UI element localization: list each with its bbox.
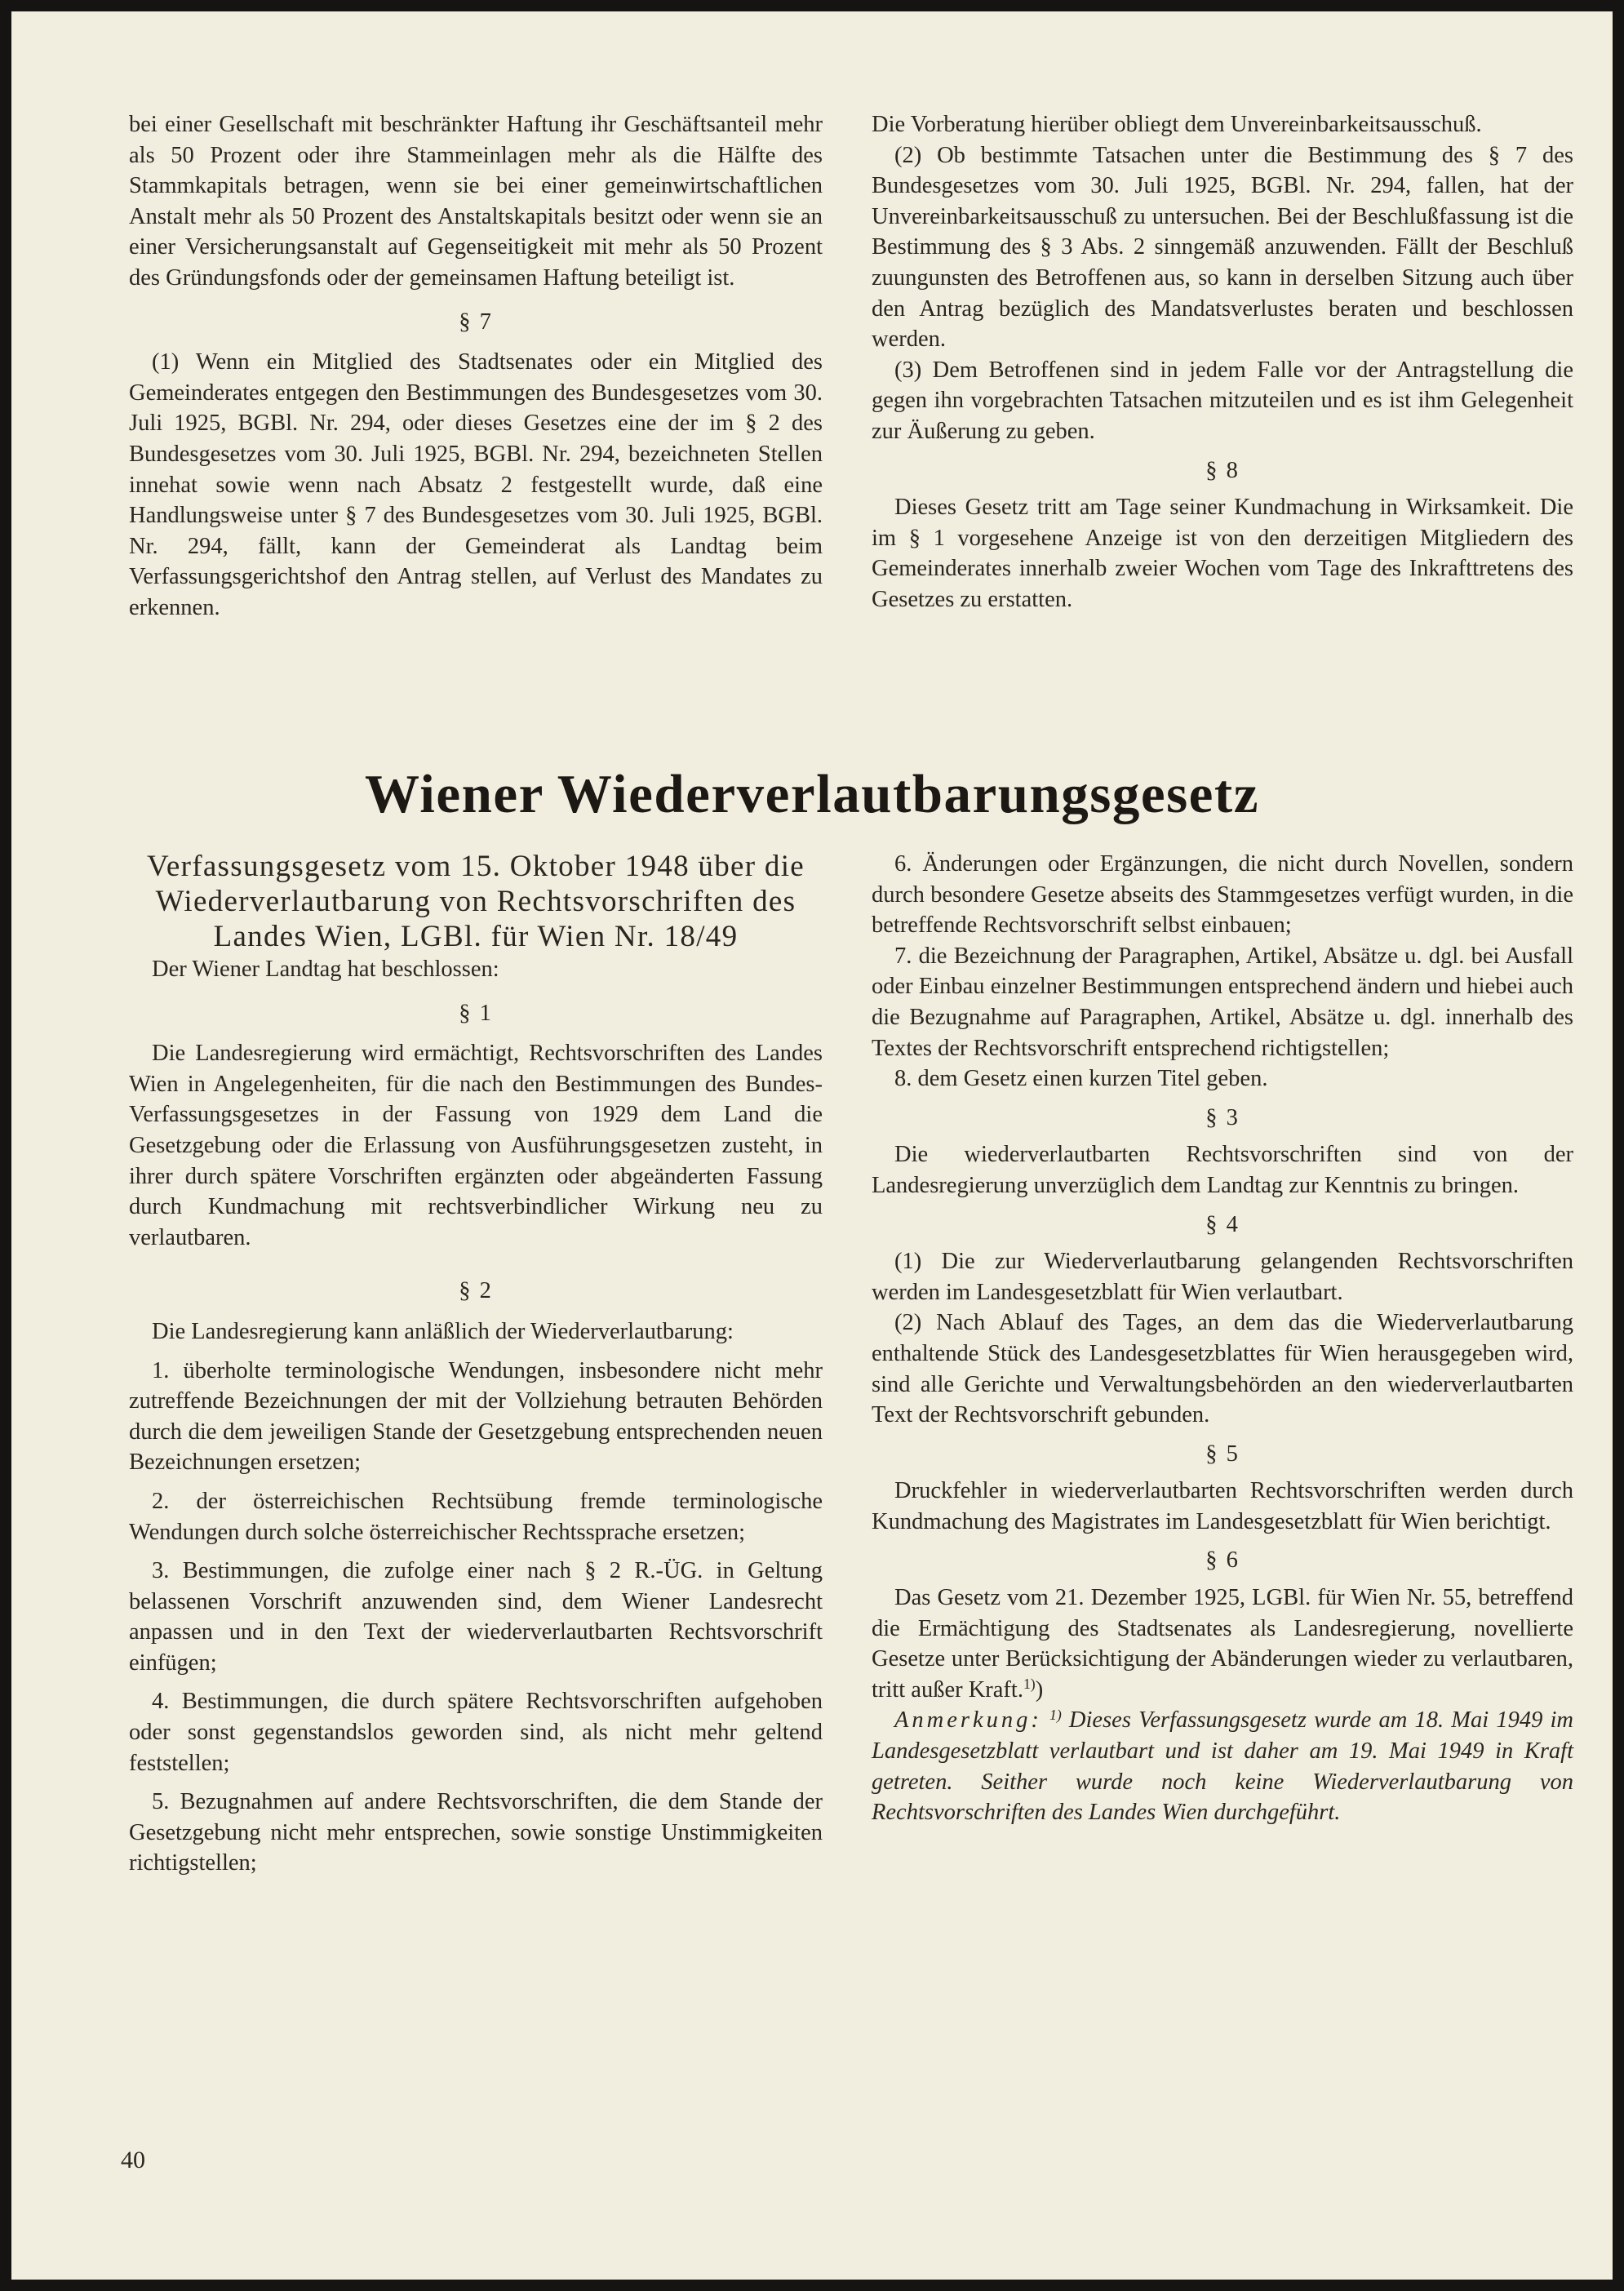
paragraph-number: (1) [894, 1249, 922, 1275]
section-4-paragraph-2 [872, 1308, 1573, 1430]
section-8-heading: § 8 [1205, 457, 1240, 483]
section-3-text: Die wiederverlautbarten Rechtsvorschriften sind von der Landesregierung unverzüglich dem Landtag zur Kenntnis zu bringen. [872, 1142, 1573, 1198]
section-4-paragraph-1 [872, 1246, 1573, 1308]
top-left-column [129, 109, 823, 624]
law-title: Wiener Wiederverlautbarungsgesetz [365, 764, 1259, 824]
paragraph-text: Die zur Wiederverlautbarung gelangenden Rechtsvorschriften werden im Landesgesetzblatt für Wien verlautbart. [872, 1249, 1573, 1305]
section-5-heading: § 5 [1205, 1441, 1240, 1467]
section-7-paragraph-3 [872, 355, 1573, 447]
section-2-intro: Die Landesregierung kann anläßlich der Wiederverlautbarung: [152, 1318, 734, 1344]
paragraph-text: Nach Ablauf des Tages, an dem das die Wiederverlautbarung enthaltende Stück des Landesgesetzblattes für Wien herausgegeben wird, sind alle Gerichte und Verwaltungsbehörden an den wiederverlautbarten Text der Rechtsvorschrift gebunden. [872, 1310, 1573, 1428]
section-6-body: Das Gesetz vom 21. Dezember 1925, LGBl. für Wien Nr. 55, betreffend die Ermächtigung des Stadtsenates als Landesregierung, novellierte Gesetze unter Berücksichtigung der Abänderungen wieder zu verlautbaren, tritt außer Kraft. [872, 1585, 1573, 1703]
page-number: 40 [121, 2147, 145, 2173]
top-right-carryover: Die Vorberatung hierüber obliegt dem Unvereinbarkeitsausschuß. [872, 112, 1482, 137]
section-2-item: 4. Bestimmungen, die durch spätere Rechtsvorschriften aufgehoben oder sonst gegenstandslos geworden sind, als nicht mehr geltend feststellen; [129, 1689, 823, 1776]
section-2-heading: § 2 [459, 1278, 493, 1304]
paragraph-number: (3) [894, 357, 922, 383]
paragraph-number: (2) [894, 1310, 922, 1336]
section-2-item: 7. die Bezeichnung der Paragraphen, Artikel, Absätze u. dgl. bei Ausfall oder Einbau einzelner Bestimmungen entsprechend ändern und hiebei auch die Bezugnahme auf Paragraphen, Artikel, Absätze u. dgl. innerhalb des Textes der Rechtsvorschrift entsprechend richtigstellen; [872, 943, 1573, 1061]
section-2-item: 3. Bestimmungen, die zufolge einer nach § 2 R.-ÜG. in Geltung belassenen Vorschrift anzuwenden sind, dem Wiener Landesrecht anpassen und in den Text der wiederverlautbarten Rechtsvorschrift einfügen; [129, 1558, 823, 1676]
section-2-item: 5. Bezugnahmen auf andere Rechtsvorschriften, die dem Stande der Gesetzgebung nicht mehr entsprechen, sowie sonstige Unstimmigkeiten richtigstellen; [129, 1789, 823, 1876]
section-5-text: Druckfehler in wiederverlautbarten Rechtsvorschriften werden durch Kundmachung des Magistrates im Landesgesetzblatt für Wien berichtigt. [872, 1478, 1573, 1534]
section-2-item: 8. dem Gesetz einen kurzen Titel geben. [894, 1066, 1268, 1092]
section-2-item: 1. überholte terminologische Wendungen, insbesondere nicht mehr zutreffende Bezeichnungen der mit der Vollziehung betrauten Behörden durch die dem jeweiligen Stande der Gesetzgebung entsprechenden neuen Bezeichnungen ersetzen; [129, 1357, 823, 1476]
section-2-item: 2. der österreichischen Rechtsübung fremde terminologische Wendungen durch solche österreichischer Rechtssprache ersetzen; [129, 1488, 823, 1545]
annotation-label: Anmerkung: [894, 1707, 1042, 1734]
section-1-heading: § 1 [459, 1000, 493, 1026]
enactment-clause: Der Wiener Landtag hat beschlossen: [152, 957, 499, 982]
paragraph-text: Ob bestimmte Tatsachen unter die Bestimmung des § 7 des Bundesgesetzes vom 30. Juli 1925, BGBl. Nr. 294, fallen, hat der Unvereinbarkeitsausschuß zu untersuchen. Bei der Beschlußfassung ist die Bestimmung des § 3 Abs. 2 sinngemäß anzuwenden. Fällt der Beschluß zuungunsten des Betroffenen aus, so kann in derselben Sitzung auch über den Antrag bezüglich des Mandatsverlustes beraten und beschlossen werden. [872, 142, 1573, 353]
paragraph-text: Wenn ein Mitglied des Stadtsenates oder ein Mitglied des Gemeinderates entgegen den Bestimmungen des Bundesgesetzes vom 30. Juli 1925, BGBl. Nr. 294, oder dieses Gesetzes eine der im § 2 des Bundesgesetzes vom 30. Juli 1925, BGBl. Nr. 294, bezeichneten Stellen innehat sowie wenn nach Absatz 2 festgestellt wurde, daß eine Handlungsweise unter § 7 des Bundesgesetzes vom 30. Juli 1925, BGBl. Nr. 294, fällt, kann der Gemeinderat als Landtag beim Verfassungsgerichtshof den Antrag stellen, auf Verlust des Mandates zu erkennen. [129, 349, 823, 620]
law-subtitle: Verfassungsgesetz vom 15. Oktober 1948 über die Wiederverlautbarung von Rechtsvorschriften des Landes Wien, LGBl. für Wien Nr. 18/49 [146, 850, 805, 953]
law-left-column [129, 849, 823, 1879]
section-8-text: Dieses Gesetz tritt am Tage seiner Kundmachung in Wirksamkeit. Die im § 1 vorgesehene Anzeige ist von den derzeitigen Mitgliedern des Gemeinderates innerhalb zweier Wochen vom Tage des Inkrafttretens des Gesetzes zu erstatten. [872, 495, 1573, 612]
annotation-text: Dieses Verfassungsgesetz wurde am 18. Mai 1949 im Landesgesetzblatt verlautbart und ist daher am 19. Mai 1949 in Kraft getreten. Seither wurde noch keine Wiederverlautbarung von Rechtsvorschriften des Landes Wien durchgeführt. [872, 1707, 1573, 1826]
section-7-paragraph-1 [129, 347, 823, 623]
section-4-heading: § 4 [1205, 1211, 1240, 1237]
top-right-column [872, 109, 1573, 615]
section-1-text: Die Landesregierung wird ermächtigt, Rechtsvorschriften des Landes Wien in Angelegenheiten, für die nach den Bestimmungen des Bundes-Verfassungsgesetzes in der Fassung von 1929 dem Land die Gesetzgebung oder die Erlassung von Ausführungsgesetzen zusteht, in ihrer durch spätere Vorschriften ergänzten oder abgeänderten Fassung durch Kundmachung mit rechtsverbindlicher Wirkung neu zu verlautbaren. [129, 1041, 823, 1250]
paragraph-number: (2) [894, 142, 922, 168]
section-7-paragraph-2 [872, 140, 1573, 355]
top-left-carryover: bei einer Gesellschaft mit beschränkter Haftung ihr Geschäftsanteil mehr als 50 Prozent oder ihre Stammeinlagen mehr als die Hälfte des Stammkapitals betragen, wenn sie bei einer gemeinwirtschaftlichen Anstalt mehr als 50 Prozent des Anstaltskapitals besitzt oder wenn sie an einer Versicherungsanstalt auf Gegenseitigkeit mit mehr als 50 Prozent des Gründungsfonds oder der gemeinsamen Haftung beteiligt ist. [129, 112, 823, 291]
section-6-text [872, 1583, 1573, 1705]
section-2-item: 6. Änderungen oder Ergänzungen, die nicht durch Novellen, sondern durch besondere Gesetze abseits des Stammgesetzes verfügt wurden, in die betreffende Rechtsvorschrift selbst einbauen; [872, 851, 1573, 939]
paragraph-text: Dem Betroffenen sind in jedem Falle vor der Antragstellung die gegen ihn vorgebrachten Tatsachen mitzuteilen und es ist ihm Gelegenheit zur Äußerung zu geben. [872, 357, 1573, 444]
section-6-heading: § 6 [1205, 1547, 1240, 1574]
section-3-heading: § 3 [1205, 1104, 1240, 1130]
section-7-heading: § 7 [459, 309, 493, 335]
footnote-ref: 1) [1023, 1676, 1036, 1693]
section-6-close: ) [1035, 1676, 1044, 1703]
law-right-column [872, 849, 1573, 1828]
annotation [872, 1705, 1573, 1827]
paragraph-number: (1) [152, 349, 180, 375]
annotation-footnote-marker: 1) [1049, 1706, 1062, 1723]
